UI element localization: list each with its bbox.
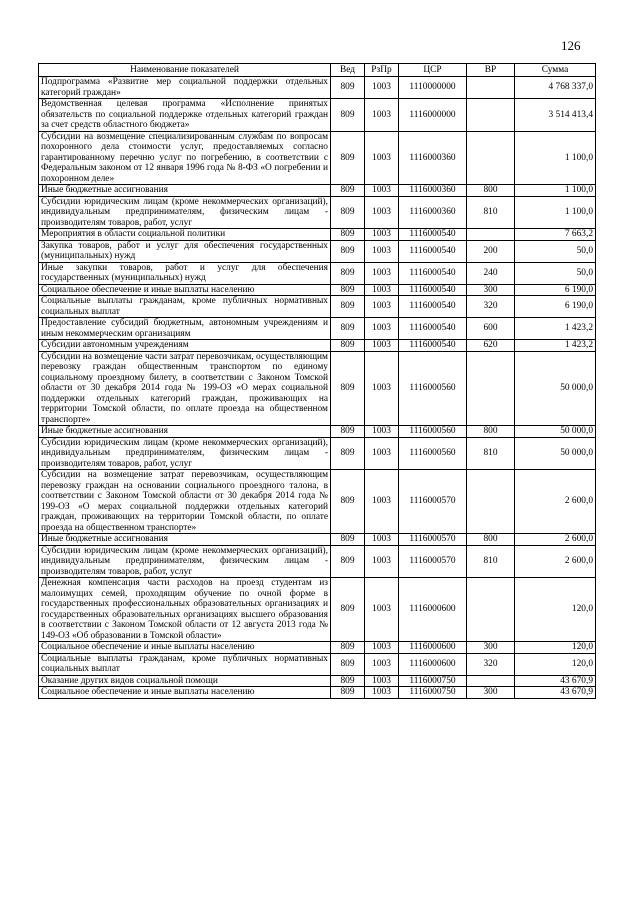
table-row — [39, 99, 596, 132]
row-sum: 2 600,0 — [515, 470, 596, 534]
row-ved: 809 — [331, 296, 365, 318]
row-ved: 809 — [331, 675, 365, 687]
row-name: Субсидии на возмещение части затрат перевозчикам, осуществляющим перевозку граждан общественным транспортом по единому социальному проездному билету, в соответствии с Законом Томской области от 30 декабря 2014 года № 199-ОЗ «О мерах социальной поддержки отдельных категорий граждан, проживающих на территории Томской области, по оплате проезда на общественном транспорте» — [39, 351, 331, 426]
row-csr: 1116000540 — [399, 229, 467, 241]
row-rzpr: 1003 — [365, 262, 399, 284]
table-row — [39, 131, 596, 185]
table-row — [39, 196, 596, 229]
row-vr: 300 — [467, 284, 515, 296]
row-ved: 809 — [331, 653, 365, 675]
row-name: Оказание других видов социальной помощи — [39, 675, 331, 687]
row-sum: 2 600,0 — [515, 545, 596, 578]
row-ved: 809 — [331, 229, 365, 241]
row-sum: 43 670,9 — [515, 675, 596, 687]
row-rzpr: 1003 — [365, 642, 399, 654]
row-vr: 320 — [467, 653, 515, 675]
row-rzpr: 1003 — [365, 687, 399, 699]
row-csr: 1116000750 — [399, 687, 467, 699]
table-row — [39, 229, 596, 241]
row-rzpr: 1003 — [365, 675, 399, 687]
row-name: Субсидии юридическим лицам (кроме некоммерческих организаций), индивидуальным предпринимателям, физическим лицам - производителям товаров, работ, услуг — [39, 545, 331, 578]
row-ved: 809 — [331, 351, 365, 426]
row-sum: 50 000,0 — [515, 426, 596, 438]
table-row — [39, 262, 596, 284]
header-vr: ВР — [467, 64, 515, 77]
table-header-row — [39, 64, 596, 77]
row-rzpr: 1003 — [365, 578, 399, 642]
header-sum: Сумма — [515, 64, 596, 77]
table-row — [39, 653, 596, 675]
row-ved: 809 — [331, 642, 365, 654]
row-ved: 809 — [331, 437, 365, 470]
table-row — [39, 578, 596, 642]
row-csr: 1116000540 — [399, 240, 467, 262]
row-vr — [467, 578, 515, 642]
row-rzpr: 1003 — [365, 470, 399, 534]
row-vr: 810 — [467, 545, 515, 578]
row-sum: 120,0 — [515, 653, 596, 675]
table-row — [39, 185, 596, 197]
row-sum: 1 100,0 — [515, 185, 596, 197]
header-ved: Вед — [331, 64, 365, 77]
table-row — [39, 437, 596, 470]
row-ved: 809 — [331, 262, 365, 284]
row-name: Подпрограмма «Развитие мер социальной поддержки отдельных категорий граждан» — [39, 77, 331, 99]
row-rzpr: 1003 — [365, 351, 399, 426]
row-name: Социальные выплаты гражданам, кроме публичных нормативных социальных выплат — [39, 296, 331, 318]
header-csr: ЦСР — [399, 64, 467, 77]
row-sum: 1 100,0 — [515, 196, 596, 229]
row-ved: 809 — [331, 240, 365, 262]
row-name: Субсидии юридическим лицам (кроме некоммерческих организаций), индивидуальным предпринимателям, физическим лицам - производителям товаров, работ, услуг — [39, 437, 331, 470]
row-ved: 809 — [331, 687, 365, 699]
table-row — [39, 351, 596, 426]
row-rzpr: 1003 — [365, 131, 399, 185]
row-name: Социальное обеспечение и иные выплаты населению — [39, 284, 331, 296]
row-rzpr: 1003 — [365, 318, 399, 340]
row-ved: 809 — [331, 77, 365, 99]
row-vr: 200 — [467, 240, 515, 262]
row-rzpr: 1003 — [365, 99, 399, 132]
row-name: Иные закупки товаров, работ и услуг для обеспечения государственных (муниципальных) нужд — [39, 262, 331, 284]
row-sum: 50,0 — [515, 262, 596, 284]
table-row — [39, 318, 596, 340]
table-row — [39, 675, 596, 687]
table-row — [39, 426, 596, 438]
row-csr: 1116000560 — [399, 351, 467, 426]
row-ved: 809 — [331, 185, 365, 197]
row-sum: 120,0 — [515, 642, 596, 654]
table-row — [39, 642, 596, 654]
table-row — [39, 284, 596, 296]
table-row — [39, 545, 596, 578]
row-sum: 1 100,0 — [515, 131, 596, 185]
row-vr: 800 — [467, 185, 515, 197]
row-rzpr: 1003 — [365, 240, 399, 262]
row-rzpr: 1003 — [365, 229, 399, 241]
row-csr: 1116000360 — [399, 185, 467, 197]
row-csr: 1116000570 — [399, 470, 467, 534]
row-vr — [467, 229, 515, 241]
table-row — [39, 240, 596, 262]
row-name: Социальное обеспечение и иные выплаты населению — [39, 687, 331, 699]
row-sum: 7 663,2 — [515, 229, 596, 241]
row-csr: 1116000540 — [399, 296, 467, 318]
header-name: Наименование показателей — [39, 64, 331, 77]
row-vr: 620 — [467, 340, 515, 352]
row-ved: 809 — [331, 470, 365, 534]
row-vr — [467, 470, 515, 534]
row-name: Субсидии автономным учреждениям — [39, 340, 331, 352]
row-rzpr: 1003 — [365, 426, 399, 438]
row-vr — [467, 77, 515, 99]
row-ved: 809 — [331, 284, 365, 296]
row-rzpr: 1003 — [365, 185, 399, 197]
row-sum: 120,0 — [515, 578, 596, 642]
row-sum: 3 514 413,4 — [515, 99, 596, 132]
row-vr: 300 — [467, 642, 515, 654]
row-rzpr: 1003 — [365, 284, 399, 296]
row-csr: 1116000600 — [399, 578, 467, 642]
row-sum: 50 000,0 — [515, 437, 596, 470]
row-name: Субсидии на возмещение затрат перевозчикам, осуществляющим перевозку граждан на основании социального проездного талона, в соответствии с Законом Томской области от 30 декабря 2014 года № 199-ОЗ «О мерах социальной поддержки отдельных категорий граждан, проживающих на территории Томской области, по оплате проезда на общественном транспорте» — [39, 470, 331, 534]
row-vr: 810 — [467, 196, 515, 229]
table-row — [39, 687, 596, 699]
table-row — [39, 296, 596, 318]
row-csr: 1116000360 — [399, 196, 467, 229]
row-name: Иные бюджетные ассигнования — [39, 426, 331, 438]
row-ved: 809 — [331, 99, 365, 132]
table-row — [39, 534, 596, 546]
row-ved: 809 — [331, 426, 365, 438]
row-ved: 809 — [331, 578, 365, 642]
row-csr: 1116000360 — [399, 131, 467, 185]
row-csr: 1116000750 — [399, 675, 467, 687]
row-csr: 1116000600 — [399, 642, 467, 654]
row-csr: 1116000560 — [399, 426, 467, 438]
table-row — [39, 340, 596, 352]
row-rzpr: 1003 — [365, 534, 399, 546]
row-vr: 810 — [467, 437, 515, 470]
row-vr: 320 — [467, 296, 515, 318]
row-sum: 50 000,0 — [515, 351, 596, 426]
row-rzpr: 1003 — [365, 196, 399, 229]
row-vr: 600 — [467, 318, 515, 340]
row-rzpr: 1003 — [365, 296, 399, 318]
row-vr: 300 — [467, 687, 515, 699]
row-csr: 1116000570 — [399, 534, 467, 546]
row-csr: 1110000000 — [399, 77, 467, 99]
row-csr: 1116000540 — [399, 262, 467, 284]
row-rzpr: 1003 — [365, 340, 399, 352]
row-rzpr: 1003 — [365, 437, 399, 470]
row-sum: 6 190,0 — [515, 296, 596, 318]
row-ved: 809 — [331, 545, 365, 578]
row-ved: 809 — [331, 131, 365, 185]
table-row — [39, 77, 596, 99]
row-vr: 800 — [467, 534, 515, 546]
row-rzpr: 1003 — [365, 545, 399, 578]
row-csr: 1116000540 — [399, 284, 467, 296]
row-name: Денежная компенсация части расходов на проезд студентам из малоимущих семей, проходящим обучение по очной форме в государственных профессиональных образовательных организациях и государственных образовательных организациях высшего образования в соответствии с Законом Томской области от 12 августа 2013 года № 149-ОЗ «Об образовании в Томской области» — [39, 578, 331, 642]
row-ved: 809 — [331, 534, 365, 546]
row-vr — [467, 675, 515, 687]
row-vr: 240 — [467, 262, 515, 284]
row-name: Иные бюджетные ассигнования — [39, 185, 331, 197]
row-name: Ведомственная целевая программа «Исполнение принятых обязательств по социальной поддержке отдельных категорий граждан за счет средств областного бюджета» — [39, 99, 331, 132]
row-ved: 809 — [331, 196, 365, 229]
row-vr — [467, 131, 515, 185]
row-name: Субсидии юридическим лицам (кроме некоммерческих организаций), индивидуальным предпринимателям, физическим лицам - производителям товаров, работ, услуг — [39, 196, 331, 229]
row-csr: 1116000570 — [399, 545, 467, 578]
row-csr: 1116000000 — [399, 99, 467, 132]
row-csr: 1116000600 — [399, 653, 467, 675]
row-csr: 1116000560 — [399, 437, 467, 470]
row-ved: 809 — [331, 340, 365, 352]
row-rzpr: 1003 — [365, 77, 399, 99]
row-vr — [467, 99, 515, 132]
row-rzpr: 1003 — [365, 653, 399, 675]
row-name: Предоставление субсидий бюджетным, автономным учреждениям и иным некоммерческим организациям — [39, 318, 331, 340]
budget-table — [38, 63, 596, 699]
row-sum: 1 423,2 — [515, 318, 596, 340]
row-vr — [467, 351, 515, 426]
row-ved: 809 — [331, 318, 365, 340]
row-name: Иные бюджетные ассигнования — [39, 534, 331, 546]
row-name: Мероприятия в области социальной политики — [39, 229, 331, 241]
table-row — [39, 470, 596, 534]
row-sum: 4 768 337,0 — [515, 77, 596, 99]
row-sum: 50,0 — [515, 240, 596, 262]
row-csr: 1116000540 — [399, 318, 467, 340]
row-name: Социальное обеспечение и иные выплаты населению — [39, 642, 331, 654]
row-sum: 43 670,9 — [515, 687, 596, 699]
row-name: Субсидии на возмещение специализированным службам по вопросам похоронного дела стоимости услуг, предоставляемых согласно гарантированному перечню услуг по погребению, в соответствии с Федеральным законом от 12 января 1996 года № 8-ФЗ «О погребении и похоронном деле» — [39, 131, 331, 185]
table-body — [39, 77, 596, 699]
page-number: 126 — [561, 38, 581, 53]
row-csr: 1116000540 — [399, 340, 467, 352]
row-vr: 800 — [467, 426, 515, 438]
header-rzpr: РзПр — [365, 64, 399, 77]
row-name: Закупка товаров, работ и услуг для обеспечения государственных (муниципальных) нужд — [39, 240, 331, 262]
row-sum: 1 423,2 — [515, 340, 596, 352]
row-name: Социальные выплаты гражданам, кроме публичных нормативных социальных выплат — [39, 653, 331, 675]
row-sum: 6 190,0 — [515, 284, 596, 296]
row-sum: 2 600,0 — [515, 534, 596, 546]
